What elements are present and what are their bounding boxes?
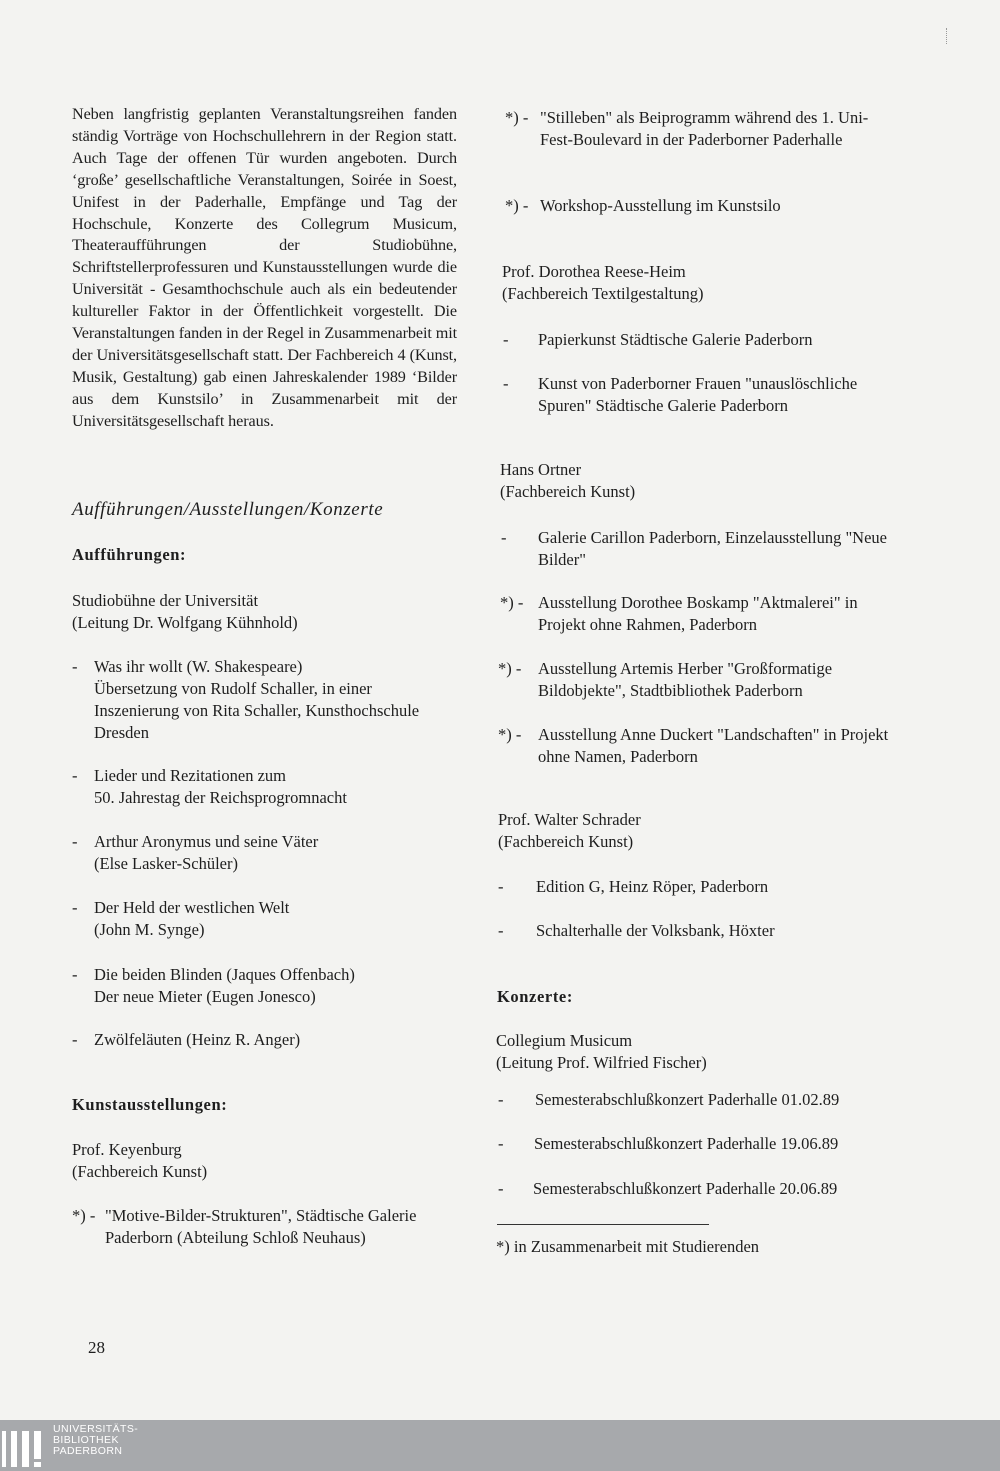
- list-marker: *) -: [498, 725, 522, 744]
- library-line-3: PADERBORN: [53, 1445, 123, 1457]
- collegium-name: Collegium Musicum: [496, 1031, 633, 1050]
- list-marker: -: [498, 877, 504, 896]
- library-name: [53, 1424, 138, 1457]
- footnote: *) in Zusammenarbeit mit Studierenden: [496, 1237, 760, 1256]
- reese-name: Prof. Dorothea Reese-Heim: [502, 262, 686, 281]
- schrader-item-1: [497, 876, 892, 898]
- list-marker: -: [72, 965, 78, 984]
- item-text: Semesterabschlußkonzert Paderhalle 01.02.89: [535, 1090, 840, 1109]
- item-text: Zwölfeläuten (Heinz R. Anger): [94, 1030, 301, 1049]
- ortner-item-4: [497, 724, 892, 768]
- reese-dept: (Fachbereich Textilgestaltung): [502, 284, 704, 303]
- item-text: Ausstellung Anne Duckert "Landschaften" in Projekt ohne Namen, Paderborn: [538, 725, 889, 766]
- item-text: Arthur Aronymus und seine Väter (Else Lasker-Schüler): [94, 832, 319, 873]
- item-text: Galerie Carillon Paderborn, Einzelausstellung "Neue Bilder": [538, 528, 887, 569]
- ortner-item-1: [497, 527, 892, 571]
- konzert-item-1: [497, 1089, 892, 1111]
- auffuehrung-item-1: [72, 656, 457, 744]
- list-marker: -: [72, 898, 78, 917]
- library-line-2: BIBLIOTHEK: [53, 1434, 119, 1446]
- list-marker: -: [72, 1030, 78, 1049]
- library-line-1: UNIVERSITÄTS-: [53, 1423, 139, 1435]
- list-marker: *) -: [505, 108, 529, 127]
- keyenburg-block: [72, 1139, 457, 1183]
- auffuehrungen-heading: Aufführungen:: [72, 545, 187, 564]
- list-marker: -: [498, 921, 504, 940]
- item-text: "Stilleben" als Beiprogramm während des 1. Uni-Fest-Boulevard in der Paderborner Paderhalle: [540, 108, 869, 149]
- footnote-rule: [497, 1224, 709, 1225]
- keyenburg-dept: (Fachbereich Kunst): [72, 1162, 208, 1181]
- ortner-name: Hans Ortner: [500, 460, 582, 479]
- item-text: Die beiden Blinden (Jaques Offenbach) Der neue Mieter (Eugen Jonesco): [94, 965, 355, 1006]
- right-top-item-2: [497, 195, 892, 217]
- item-text: Der Held der westlichen Welt (John M. Synge): [94, 898, 290, 939]
- item-text: Semesterabschlußkonzert Paderhalle 19.06.89: [534, 1134, 839, 1153]
- item-text: Lieder und Rezitationen zum 50. Jahrestag der Reichsprogromnacht: [94, 766, 347, 807]
- reese-item-2: [497, 373, 892, 417]
- auffuehrung-item-5: [72, 964, 457, 1008]
- item-text: Was ihr wollt (W. Shakespeare) Übersetzung von Rudolf Schaller, in einer Inszenierung von Rita Schaller, Kunsthochschule Dresden: [94, 657, 420, 742]
- studio-lead: (Leitung Dr. Wolfgang Kühnhold): [72, 613, 298, 632]
- schrader-item-2: [497, 920, 892, 942]
- right-top-item-1: [497, 107, 892, 151]
- item-text: Workshop-Ausstellung im Kunstsilo: [540, 196, 781, 215]
- kunstausstellungen-heading: Kunstausstellungen:: [72, 1095, 228, 1114]
- list-marker: -: [72, 657, 78, 676]
- library-barcode-logo-icon: [2, 1431, 48, 1467]
- ortner-item-3: [497, 658, 892, 702]
- schrader-name: Prof. Walter Schrader: [498, 810, 641, 829]
- keyenburg-name: Prof. Keyenburg: [72, 1140, 182, 1159]
- collegium-lead: (Leitung Prof. Wilfried Fischer): [496, 1053, 707, 1072]
- list-marker: -: [72, 832, 78, 851]
- schrader-block: [498, 809, 892, 853]
- list-marker: -: [498, 1090, 504, 1109]
- item-text: Edition G, Heinz Röper, Paderborn: [536, 877, 769, 896]
- schrader-dept: (Fachbereich Kunst): [498, 832, 634, 851]
- list-marker: *) -: [498, 659, 522, 678]
- library-footer-bar: [0, 1420, 1000, 1471]
- keyenburg-item-1: [72, 1205, 457, 1249]
- item-text: Semesterabschlußkonzert Paderhalle 20.06.89: [533, 1179, 838, 1198]
- konzert-item-3: [497, 1178, 892, 1200]
- auffuehrung-item-6: [72, 1029, 457, 1051]
- list-marker: -: [501, 528, 507, 547]
- konzert-item-2: [497, 1133, 892, 1155]
- scan-mark: [946, 28, 948, 44]
- list-marker: *) -: [505, 196, 529, 215]
- auffuehrung-item-3: [72, 831, 457, 875]
- list-marker: -: [503, 330, 509, 349]
- item-text: Ausstellung Dorothee Boskamp "Aktmalerei" in Projekt ohne Rahmen, Paderborn: [538, 593, 858, 634]
- page-number: 28: [88, 1338, 105, 1357]
- ortner-block: [500, 459, 892, 503]
- intro-paragraph: Neben langfristig geplanten Veranstaltungsreihen fanden ständig Vorträge von Hochschullehrern in der Region statt. Auch Tage der offenen Tür wurden angeboten. Durch ‘große’ gesellschaftliche Veranstaltungen, Soirée in Soest, Unifest in der Paderhalle, Empfänge und Tag der Hochschule, Konzerte des Collegrum Musicum, Theateraufführungen der Studiobühne, Schriftstellerprofessuren und Kunstausstellungen wurde die Universität - Gesamthochschule auch als ein bedeutender kultureller Faktor in der Öffentlichkeit vorgestellt. Die Veranstaltungen fanden in der Regel in Zusammenarbeit mit der Universitätsgesellschaft statt. Der Fachbereich 4 (Kunst, Musik, Gestaltung) gab einen Jahreskalender 1989 ‘Bilder aus dem Kunstsilo’ in Zusammenarbeit mit der Universitätsgesellschaft heraus.: [72, 105, 457, 430]
- auffuehrung-item-2: [72, 765, 457, 809]
- item-text: Kunst von Paderborner Frauen "unauslöschliche Spuren" Städtische Galerie Paderborn: [538, 374, 858, 415]
- studio-name: Studiobühne der Universität: [72, 591, 259, 610]
- ortner-item-2: [497, 592, 892, 636]
- studio-buehne-block: [72, 590, 457, 634]
- ortner-dept: (Fachbereich Kunst): [500, 482, 636, 501]
- list-marker: -: [503, 374, 509, 393]
- list-marker: -: [498, 1179, 504, 1198]
- item-text: Schalterhalle der Volksbank, Höxter: [536, 921, 775, 940]
- section-title: Aufführungen/Ausstellungen/Konzerte: [72, 499, 384, 520]
- konzerte-heading: Konzerte:: [497, 987, 573, 1006]
- list-marker: -: [498, 1134, 504, 1153]
- list-marker: *) -: [72, 1206, 96, 1225]
- reese-item-1: [497, 329, 892, 351]
- item-text: "Motive-Bilder-Strukturen", Städtische Galerie Paderborn (Abteilung Schloß Neuhaus): [105, 1206, 417, 1247]
- collegium-block: [496, 1030, 892, 1074]
- item-text: Papierkunst Städtische Galerie Paderborn: [538, 330, 813, 349]
- list-marker: *) -: [500, 593, 524, 612]
- item-text: Ausstellung Artemis Herber "Großformatige Bildobjekte", Stadtbibliothek Paderborn: [538, 659, 833, 700]
- list-marker: -: [72, 766, 78, 785]
- reese-heim-block: [502, 261, 892, 305]
- auffuehrung-item-4: [72, 897, 457, 941]
